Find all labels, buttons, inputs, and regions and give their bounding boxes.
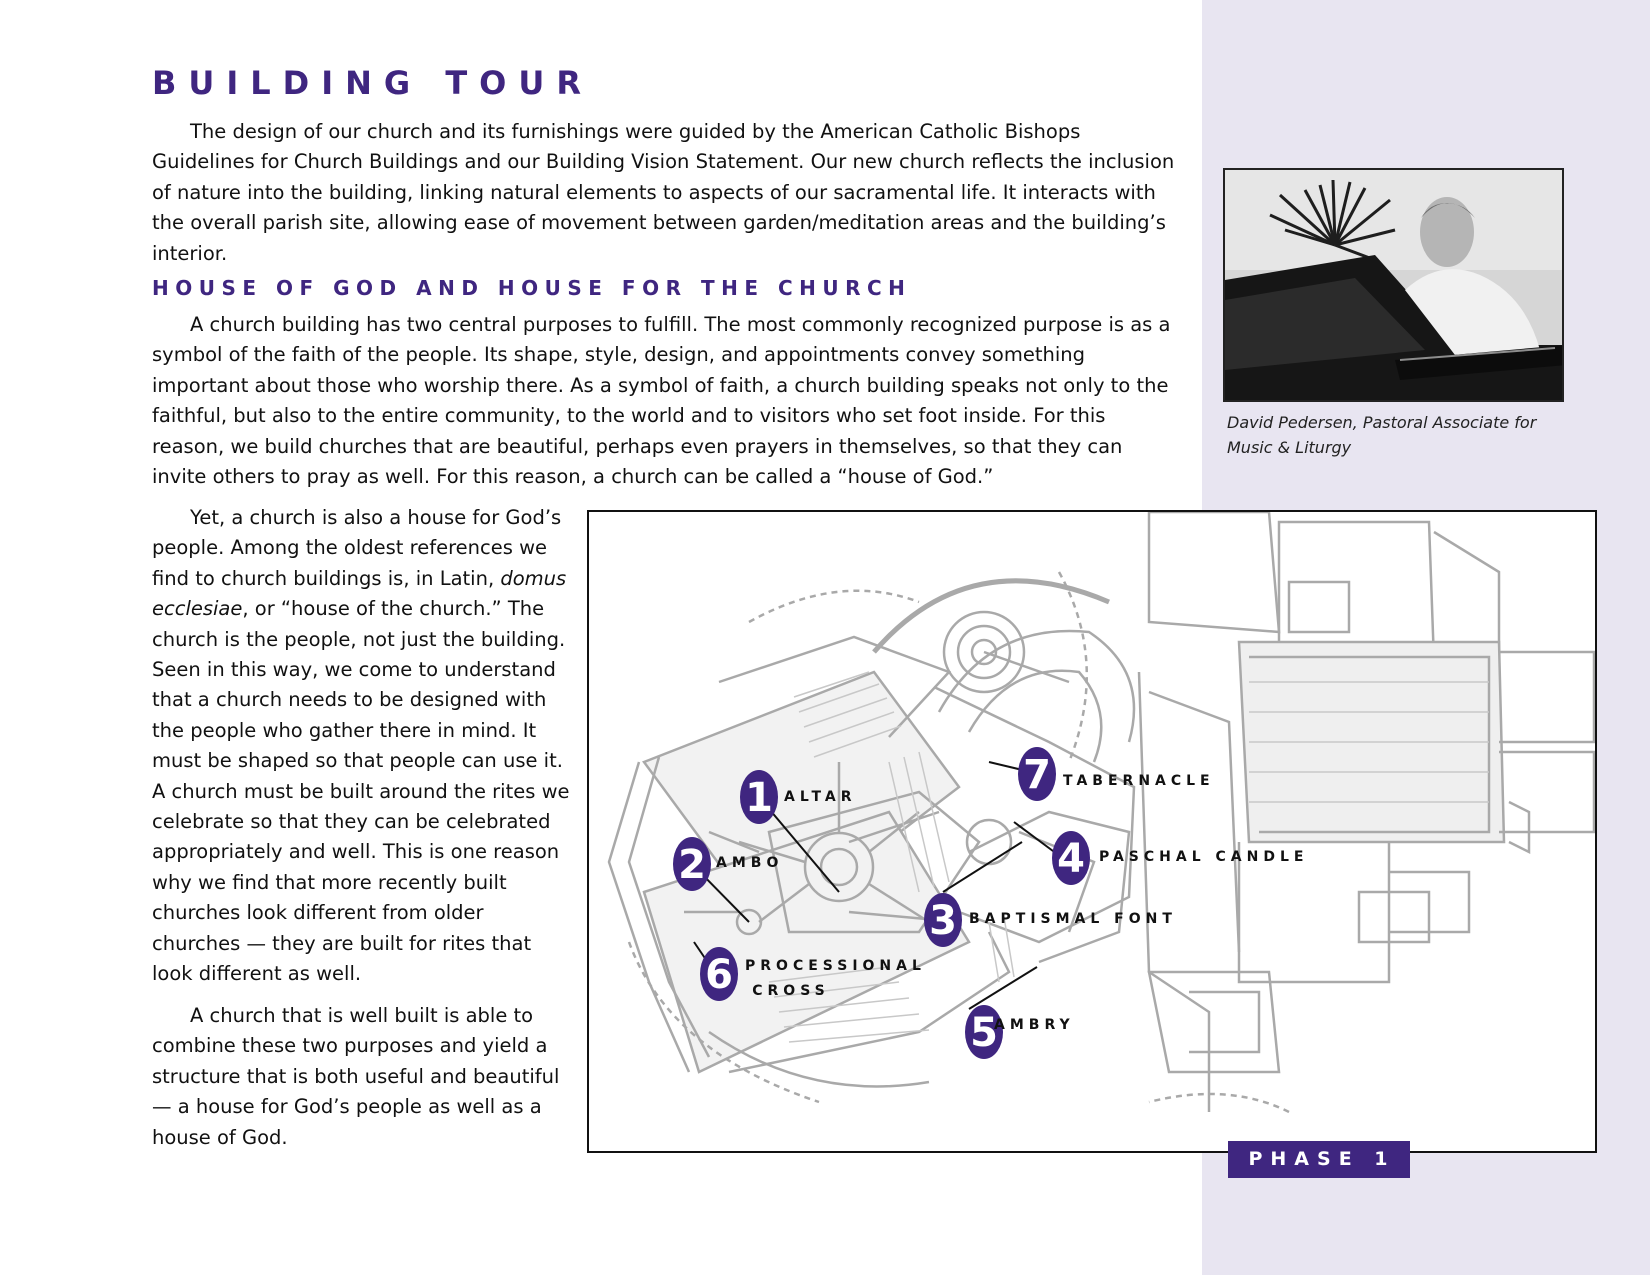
marker-number: 1 bbox=[745, 775, 773, 821]
plan-label-ambry: AMBRY bbox=[994, 1017, 1075, 1033]
marker-number: 3 bbox=[929, 898, 957, 944]
marker-number: 5 bbox=[970, 1010, 998, 1056]
plan-label-tabernacle: TABERNACLE bbox=[1063, 773, 1215, 789]
photo-caption: David Pedersen, Pastoral Associate for Music & Liturgy bbox=[1227, 413, 1537, 457]
marker-2 bbox=[673, 837, 711, 891]
paragraph-text-end: , or “house of the church.” The church is the people, not just the building. Seen in this way, we come to understand that a church needs to be designed with the people who gather there in mind. It must be shaped so that people can use it. A church must be built around the rites we celebrate so that they can be celebrated appropriately and well. This is one reason why we find that more recently built churches look different from older churches — they are built for rites that look different as well. bbox=[152, 597, 570, 986]
marker-4 bbox=[1052, 831, 1090, 885]
plan-label-ambo: AMBO bbox=[716, 855, 784, 871]
marker-3 bbox=[924, 893, 962, 947]
plan-label-altar: ALTAR bbox=[784, 789, 857, 805]
marker-1 bbox=[740, 770, 778, 824]
marker-number: 6 bbox=[705, 952, 733, 998]
section-heading: HOUSE OF GOD AND HOUSE FOR THE CHURCH bbox=[152, 276, 912, 300]
plan-label-baptismal-font: BAPTISMAL FONT bbox=[969, 911, 1177, 927]
phase-badge: PHASE 1 bbox=[1228, 1141, 1410, 1178]
plan-label-processional-cross: CROSS bbox=[752, 983, 830, 999]
intro-paragraph: The design of our church and its furnishings were guided by the American Catholic Bishops Guidelines for Church Buildings and our Building Vision Statement. Our new church reflects the inclusion of nature into the building, linking natural elements to aspects of our sacramental life. It interacts with the overall parish site, allowing ease of movement between garden/meditation areas and the building’s interior. bbox=[152, 120, 1175, 265]
plan-label-paschal-candle: PASCHAL CANDLE bbox=[1099, 849, 1309, 865]
house-of-god-paragraph: A church building has two central purposes to fulfill. The most commonly recognized purpose is as a symbol of the faith of the people. Its shape, style, design, and appointments convey something important about those who worship there. As a symbol of faith, a church building speaks not only to the faithful, but also to the entire community, to the world and to visitors who set foot inside. For this reason, we build churches that are beautiful, perhaps even prayers in themselves, so that they can invite others to pray as well. For this reason, a church can be called a “house of God.” bbox=[152, 313, 1171, 489]
floor-plan bbox=[587, 510, 1597, 1153]
marker-number: 7 bbox=[1023, 752, 1051, 798]
plan-label-processional-cross: PROCESSIONAL bbox=[745, 958, 926, 974]
latin-term: domus ecclesiae bbox=[152, 566, 567, 621]
paragraph-text-start: Yet, a church is also a house for God’s people. Among the oldest references we find to church buildings is, in Latin, bbox=[152, 506, 562, 590]
page-title: BUILDING TOUR bbox=[152, 64, 593, 102]
house-for-people-paragraph bbox=[152, 503, 570, 990]
marker-7 bbox=[1018, 747, 1056, 801]
portrait-photo bbox=[1223, 168, 1564, 402]
marker-number: 2 bbox=[678, 842, 706, 888]
conclusion-paragraph: A church that is well built is able to combine these two purposes and yield a structure that is both useful and beautiful — a house for God’s people as well as a house of God. bbox=[152, 1004, 560, 1149]
marker-6 bbox=[700, 947, 738, 1001]
marker-number: 4 bbox=[1057, 836, 1085, 882]
